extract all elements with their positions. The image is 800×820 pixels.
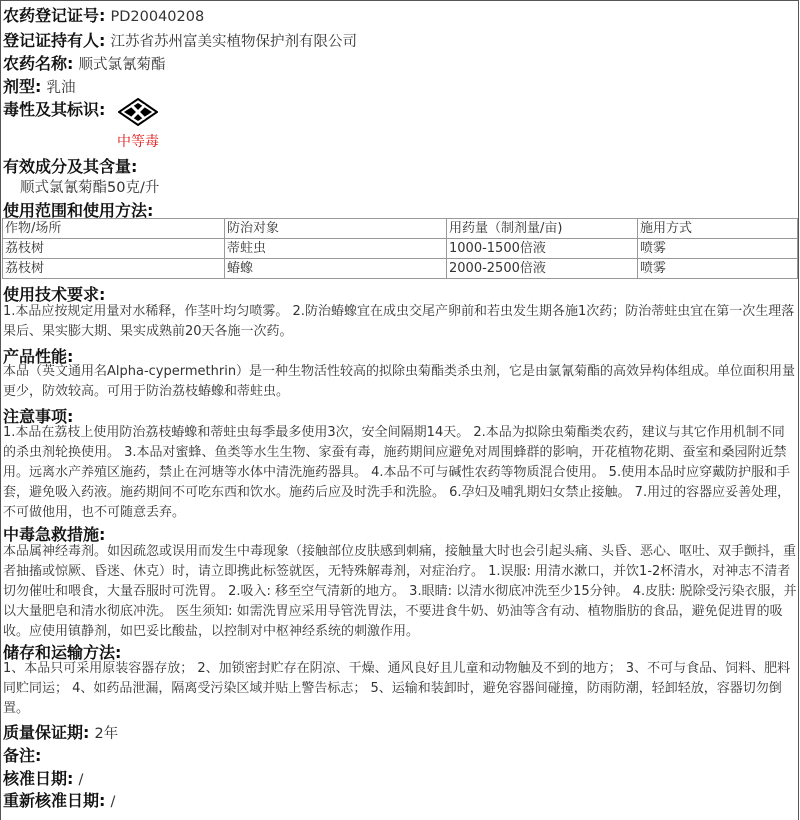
table-header-cell: 作物/场所 [3, 219, 225, 239]
active-ingredient-row [3, 154, 137, 177]
approval-date-label: 核准日期: [3, 769, 74, 788]
table-cell: 蝽蟓 [225, 259, 447, 279]
registration-no-value: PD20040208 [110, 9, 205, 25]
reapproval-date-label: 重新核准日期: [3, 791, 106, 810]
storage-text: 1、本品只可采用原装容器存放； 2、加锁密封贮存在阴凉、干燥、通风良好且儿童和动物触及不到的地方； 3、不可与食品、饲料、肥料同贮同运； 4、如药品泄漏，隔离受污染区域并贴上警告标志； 5、运输和装卸时，避免容器间碰撞，防雨防潮，轻卸轻放，容器切勿倒置。 [3, 661, 791, 716]
registration-no-label: 农药登记证号: [3, 6, 106, 25]
precautions-label: 注意事项: [3, 407, 74, 426]
properties-text: 本品（英文通用名Alpha-cypermethrin）是一种生物活性较高的拟除虫菊酯类杀虫剂，它是由氯氰菊酯的高效异构体组成。单位面积用量更少，防效较高。可用于防治荔枝蝽蟓和蒂蛀虫。 [3, 364, 796, 399]
holder-row [3, 28, 357, 51]
formulation-value: 乳油 [46, 80, 76, 96]
first-aid-text: 本品属神经毒剂。如因疏忽或误用而发生中毒现象（接触部位皮肤感到刺痛，接触量大时也会引起头痛、头昏、恶心、呕吐、双手颤抖，重者抽搐或惊厥、昏迷、休克）时，请立即携此标签就医，无特殊解毒剂，对症治疗。 1.误服: 用清水漱口，并饮1-2杯清水，对神志不清者切勿催吐和喂食，大量吞服时可洗胃。 2.吸入: 移至空气清新的地方。 3.眼睛: 以清水彻底冲洗至少15分钟。 4.皮肤: 脱除受污染衣服，并以大量肥皂和清水彻底冲洗。 医生须知: 如需洗胃应采用导管洗胃法，不要进食牛奶、奶油等含有动、植物脂肪的食品，避免促进胃的吸收。应使用镇静剂，如巴妥比酸盐，以控制对中枢神经系统的刺激作用。 [3, 544, 797, 639]
table-cell: 1000-1500倍液 [447, 239, 638, 259]
table-cell: 荔枝树 [3, 239, 225, 259]
approval-date-value: / [78, 772, 84, 788]
remarks-row [3, 743, 41, 766]
properties-label: 产品性能: [3, 347, 74, 366]
holder-label: 登记证持有人: [3, 31, 106, 50]
table-header-cell: 防治对象 [225, 219, 447, 239]
reapproval-date-value: / [110, 794, 116, 810]
shelf-life-row [3, 720, 118, 743]
toxicity-row [3, 97, 105, 120]
first-aid-label: 中毒急救措施: [3, 525, 106, 544]
toxicity-text: 中等毒 [117, 134, 159, 150]
holder-value: 江苏省苏州富美实植物保护剂有限公司 [110, 34, 357, 50]
storage-label: 储存和运输方法: [3, 643, 122, 662]
shelf-life-value: 2年 [94, 726, 119, 742]
usage-table [2, 218, 798, 279]
pesticide-name-row [3, 51, 166, 74]
toxicity-label: 毒性及其标识: [3, 100, 106, 119]
precautions-text: 1.本品在荔枝上使用防治荔枝蝽蟓和蒂蛀虫每季最多使用3次，安全间隔期14天。 2.本品为拟除虫菊酯类农药，建议与其它作用机制不同的杀虫剂轮换使用。 3.本品对蜜蜂、鱼类等水生生物、家蚕有毒，施药期间应避免对周围蜂群的影响，开花植物花期、蚕室和桑园附近禁用。远离水产养殖区施药，禁止在河塘等水体中清洗施药器具。 4.本品不可与碱性农药等物质混合使用。 5.使用本品时应穿戴防护服和手套，避免吸入药液。施药期间不可吃东西和饮水。施药后应及时洗手和洗脸。 6.孕妇及哺乳期妇女禁止接触。 7.用过的容器应妥善处理，不可做他用，也不可随意丢弃。 [3, 425, 791, 520]
formulation-label: 剂型: [3, 77, 42, 96]
table-cell: 喷雾 [638, 239, 798, 259]
formulation-row [3, 74, 76, 97]
table-row [3, 259, 798, 279]
table-cell: 荔枝树 [3, 259, 225, 279]
registration-no-row [3, 3, 204, 26]
shelf-life-label: 质量保证期: [3, 723, 90, 742]
table-header-cell: 施用方式 [638, 219, 798, 239]
table-cell: 喷雾 [638, 259, 798, 279]
usage-label: 使用范围和使用方法: [3, 201, 154, 220]
pesticide-name-label: 农药名称: [3, 54, 74, 73]
table-header-cell: 用药量（制剂量/亩) [447, 219, 638, 239]
pesticide-name-value: 顺式氯氰菊酯 [78, 57, 166, 73]
active-ingredient-value: 顺式氯氰菊酯50克/升 [20, 180, 160, 196]
technical-label: 使用技术要求: [3, 285, 106, 304]
table-cell: 蒂蛀虫 [225, 239, 447, 259]
approval-date-row [3, 766, 83, 789]
table-row [3, 239, 798, 259]
toxicity-diamond-icon [118, 98, 158, 126]
active-ingredient-label: 有效成分及其含量: [3, 157, 138, 176]
technical-text: 1.本品应按规定用量对水稀释，作茎叶均匀喷雾。 2.防治蝽蟓宜在成虫交尾产卵前和若虫发生期各施1次药；防治蒂蛀虫宜在第一次生理落果后、果实膨大期、果实成熟前20天各施一次药。 [3, 304, 795, 339]
table-cell: 2000-2500倍液 [447, 259, 638, 279]
remarks-label: 备注: [3, 746, 42, 765]
table-header-row [3, 219, 798, 239]
